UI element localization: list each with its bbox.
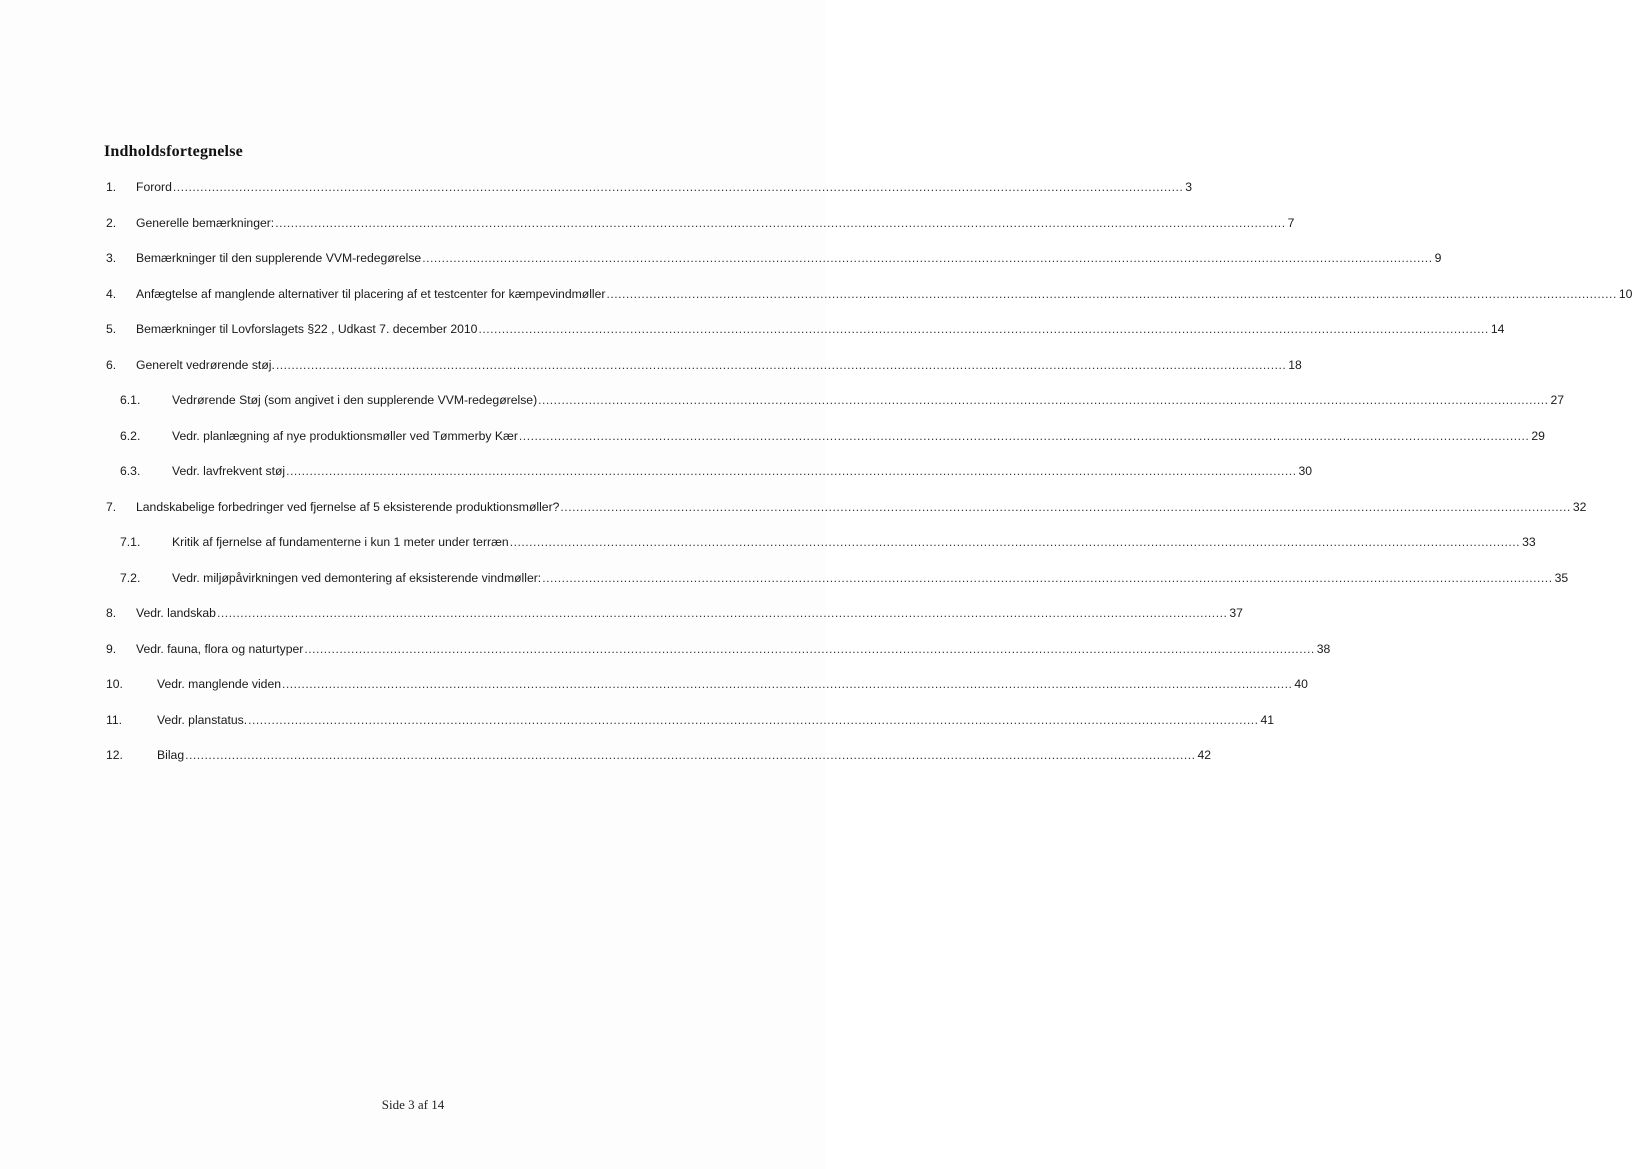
toc-page-number: 27 <box>1550 393 1565 407</box>
toc-dot-leader <box>510 532 1520 552</box>
toc-number: 7. <box>106 499 117 514</box>
toc-page-number: 32 <box>1572 499 1587 514</box>
toc-dot-leader <box>542 568 1552 588</box>
toc-page-number: 9 <box>1434 251 1442 265</box>
toc-label: Vedr. landskab <box>136 606 216 620</box>
toc-dot-leader <box>248 710 1258 730</box>
toc-label: Vedr. miljøpåvirkningen ved demontering af eksisterende vindmøller: <box>172 570 542 585</box>
toc-page-number: 14 <box>1490 322 1505 336</box>
toc-label: Vedr. planstatus. <box>157 712 248 727</box>
toc-dot-leader <box>185 745 1195 765</box>
toc-label: Forord <box>136 180 172 194</box>
toc-page-number: 35 <box>1554 570 1569 585</box>
toc-entry-6-2[interactable] <box>106 426 1545 462</box>
toc-entry-11[interactable] <box>106 710 1275 746</box>
toc-dot-leader <box>538 390 1548 410</box>
toc-page-number: 10 <box>1618 286 1632 301</box>
toc-dot-leader <box>304 639 1314 659</box>
toc-number: 1. <box>106 180 117 194</box>
toc-dot-leader <box>173 177 1183 197</box>
toc-dot-leader <box>286 461 1296 481</box>
toc-page-number: 33 <box>1522 535 1536 549</box>
toc-dot-leader <box>217 603 1227 623</box>
toc-dot-leader <box>282 674 1292 694</box>
toc-number: 6.2. <box>120 428 141 443</box>
toc-number: 7.2. <box>120 570 141 585</box>
toc-title: Indholdsfortegnelse <box>104 143 243 160</box>
toc-label: Bemærkninger til den supplerende VVM-redegørelse <box>136 251 422 265</box>
toc-number: 12. <box>106 748 123 762</box>
toc-number: 9. <box>106 641 117 656</box>
toc-dot-leader <box>560 497 1570 517</box>
toc-label: Vedr. planlægning af nye produktionsmøller ved Tømmerby Kær <box>172 428 518 443</box>
toc-page-number: 42 <box>1197 748 1212 762</box>
toc-label: Kritik af fjernelse af fundamenterne i kun 1 meter under terræn <box>172 535 509 549</box>
toc-number: 5. <box>106 322 117 336</box>
toc-number: 3. <box>106 251 117 265</box>
toc-entry-2[interactable] <box>106 213 1295 249</box>
toc-entry-6-3[interactable] <box>106 461 1313 497</box>
toc-entry-6[interactable] <box>106 355 1302 391</box>
toc-label: Bemærkninger til Lovforslagets §22 , Udkast 7. december 2010 <box>136 322 478 336</box>
toc-page-number: 41 <box>1260 712 1275 727</box>
toc-page-number: 7 <box>1287 215 1295 230</box>
toc-entry-12[interactable] <box>106 745 1212 781</box>
toc-label: Vedr. lavfrekvent støj <box>172 464 286 478</box>
page-footer: Side 3 af 14 <box>381 1097 445 1112</box>
toc-entry-10[interactable] <box>106 674 1308 710</box>
toc-label: Vedr. manglende viden <box>157 677 281 691</box>
toc-label: Generelt vedrørende støj. <box>136 357 275 372</box>
toc-label: Landskabelige forbedringer ved fjernelse af 5 eksisterende produktionsmøller? <box>136 499 560 514</box>
toc-page-number: 29 <box>1531 428 1545 443</box>
toc-page-number: 40 <box>1294 677 1308 691</box>
toc-number: 2. <box>106 215 117 230</box>
toc-entry-6-1[interactable] <box>106 390 1565 426</box>
toc-label: Bilag <box>157 748 185 762</box>
toc-dot-leader <box>606 284 1616 304</box>
toc-number: 8. <box>106 606 117 620</box>
toc-number: 6.1. <box>120 393 141 407</box>
toc-label: Vedrørende Støj (som angivet i den supplerende VVM-redegørelse) <box>172 393 538 407</box>
toc-number: 6.3. <box>120 464 141 478</box>
toc-entry-7[interactable] <box>106 497 1587 533</box>
toc-page-number: 3 <box>1185 180 1193 194</box>
toc-page-number: 37 <box>1229 606 1243 620</box>
toc-entry-8[interactable] <box>106 603 1243 639</box>
toc-number: 7.1. <box>120 535 141 549</box>
toc-entry-3[interactable] <box>106 248 1442 284</box>
toc-dot-leader <box>478 319 1488 339</box>
toc-label: Vedr. fauna, flora og naturtyper <box>136 641 304 656</box>
toc-entry-1[interactable] <box>106 177 1193 213</box>
toc-entry-7-2[interactable] <box>106 568 1569 604</box>
toc-number: 6. <box>106 357 117 372</box>
toc-number: 10. <box>106 677 123 691</box>
toc-label: Anfægtelse af manglende alternativer til placering af et testcenter for kæmpevindmøller <box>136 286 606 301</box>
toc-entry-7-1[interactable] <box>106 532 1536 568</box>
toc-entry-9[interactable] <box>106 639 1331 675</box>
toc-entry-4[interactable] <box>106 284 1632 320</box>
toc-page-number: 30 <box>1298 464 1313 478</box>
toc-dot-leader <box>519 426 1529 446</box>
toc-entry-5[interactable] <box>106 319 1505 355</box>
toc-label: Generelle bemærkninger: <box>136 215 275 230</box>
toc-dot-leader <box>275 213 1285 233</box>
toc-dot-leader <box>276 355 1286 375</box>
table-of-contents <box>106 177 1632 781</box>
toc-page-number: 38 <box>1316 641 1331 656</box>
toc-number: 11. <box>106 712 123 727</box>
toc-dot-leader <box>422 248 1432 268</box>
toc-number: 4. <box>106 286 117 301</box>
toc-page-number: 18 <box>1288 357 1302 372</box>
